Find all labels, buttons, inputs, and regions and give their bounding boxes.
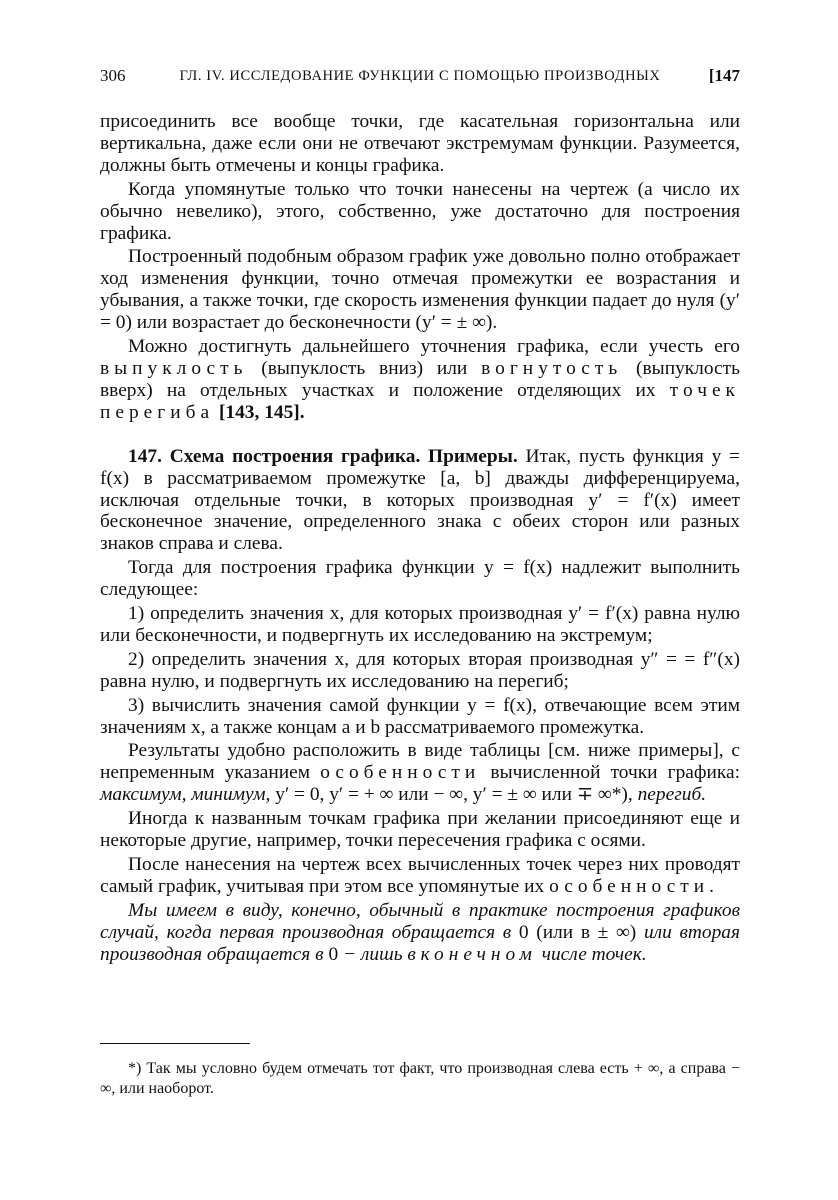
paragraph: Построенный подобным образом график уже довольно полно отображает ход изменения функции, точно отмечая промежутки ее возрастания и убывания, а также точки, где скорость изменения функции падает до нуля (y′ = 0) или возрастает до бесконечности (y′ = ± ∞). [100, 246, 740, 334]
paragraph-convexity [100, 336, 740, 424]
italic-run: Мы имеем в виду, конечно, обычный в практике построения графиков случай, когда первая производная обращается в [100, 899, 740, 943]
footnote-divider [100, 1043, 250, 1044]
page-body [100, 111, 740, 968]
list-item: 1) определить значения x, для которых производная y′ = f′(x) равна нулю или бесконечности, и подвергнуть их исследованию на экстремум; [100, 603, 740, 646]
list-item: 2) определить значения x, для которых вторая производная y″ = = f″(x) равна нулю, и подвергнуть их исследованию на перегиб; [100, 648, 740, 692]
list-item: 3) вычислить значения самой функции y = f(x), отвечающие всем этим значениям x, а также концам a и b рассматриваемого промежутка. [100, 694, 740, 738]
italic-run: числе точек. [541, 943, 647, 965]
text-run: 0 (или в ± ∞) [518, 921, 637, 943]
paragraph: Тогда для построения графика функции y = f(x) надлежит выполнить следующее: [100, 557, 740, 601]
section-number: 147. [128, 445, 162, 467]
paragraph: Иногда к названным точкам графика при желании присоединяют еще и некоторые другие, например, точки пересечения графика с осями. [100, 808, 740, 852]
footnote: *) Так мы условно будем отмечать тот факт, что производная слева есть + ∞, а справа − ∞, или наоборот. [100, 1060, 740, 1097]
page-number: 306 [100, 66, 126, 85]
text-run: Результаты удобно расположить в виде таблицы [см. ниже примеры], с непременным указанием [100, 740, 740, 784]
italic-run: максимум, минимум, [100, 784, 271, 806]
spaced-term: выпуклость [100, 357, 248, 379]
paragraph: Когда упомянутые только что точки нанесены на чертеж (а число их обычно невелико), этого, собственно, уже достаточно для построения графика. [100, 178, 740, 244]
italic-run: или вторая производная обращается в [100, 921, 740, 965]
text-run: вычисленной точки графика: [490, 762, 740, 784]
text-run: Итак, пусть функция y = f(x) в рассматриваемом промежутке [a, b] дважды дифференцируема, исключая отдельные точки, в которых производная y′ = f′(x) имеет бесконечное значение, определенного знака с обеих сторон или разных знаков справа и слева. [100, 445, 740, 555]
italic-run: перегиб. [637, 784, 707, 806]
spaced-term: особенности [320, 762, 481, 784]
paragraph-plotting [100, 854, 740, 898]
italic-run: − лишь в [343, 943, 416, 965]
section-title: Схема построения графика. Примеры. [169, 445, 518, 467]
paragraph-continuation: присоединить все вообще точки, где касательная горизонтальна или вертикальна, даже если они не отвечают экстремумам функции. Разумеется, должны быть отмечены и концы графика. [100, 111, 740, 176]
text-run: (выпуклость вниз) или [261, 357, 468, 379]
text-run: 0 [328, 943, 339, 965]
running-title: ГЛ. IV. ИССЛЕДОВАНИЕ ФУНКЦИИ С ПОМОЩЬЮ ПРОИЗВОДНЫХ [179, 68, 661, 84]
section-paragraph [100, 446, 740, 556]
spaced-term: вогнутость [481, 357, 623, 379]
spaced-term: точек перегиба [100, 379, 740, 423]
paragraph-italic-note [100, 900, 740, 966]
spaced-term: конечном [420, 943, 537, 965]
text-run: (выпуклость вверх) на отдельных участках и положение отделяющих их [100, 357, 740, 401]
spaced-term: особенности. [549, 875, 719, 897]
reference: [143, 145]. [218, 401, 305, 423]
section-reference: [147 [708, 66, 740, 85]
text-run: Можно достигнуть дальнейшего уточнения графика, если учесть его [128, 336, 740, 358]
text-run: После нанесения на чертеж всех вычисленных точек через них проводят самый график, учитывая при этом все упомянутые их [100, 854, 740, 897]
running-header [100, 66, 740, 92]
text-run: y′ = 0, y′ = + ∞ или − ∞, y′ = ± ∞ или ∓ ∞*), [275, 784, 633, 806]
paragraph-results [100, 740, 740, 806]
